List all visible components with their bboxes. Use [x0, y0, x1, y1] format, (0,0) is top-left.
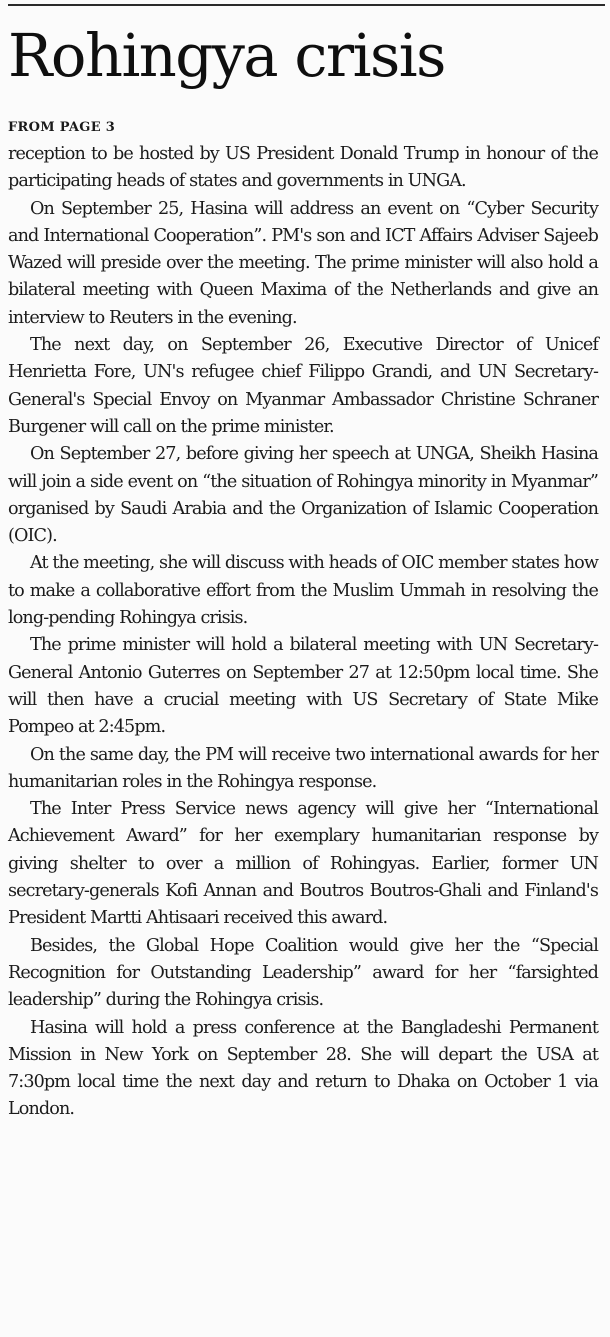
- article-body: [8, 141, 598, 1124]
- paragraph-4: On September 27, before giving her speech at UNGA, Sheikh Hasina will join a side event on “the situation of Rohingya minority in Myanmar” organised by Saudi Arabia and the Organization of Islamic Cooperation (OIC).: [8, 444, 598, 547]
- paragraph-1: reception to be hosted by US President Donald Trump in honour of the participating heads of states and governments in UNGA.: [8, 144, 598, 192]
- headline: Rohingya crisis: [8, 21, 445, 90]
- top-rule: [8, 4, 605, 6]
- paragraph-5: At the meeting, she will discuss with heads of OIC member states how to make a collaborative effort from the Muslim Ummah in resolving the long-pending Rohingya crisis.: [8, 553, 598, 629]
- paragraph-8: The Inter Press Service news agency will give her “International Achievement Award” for her exemplary humanitarian response by giving shelter to over a million of Rohingyas. Earlier, former UN secretary-generals Kofi Annan and Boutros Boutros-Ghali and Finland's President Martti Ahtisaari received this award.: [8, 799, 598, 929]
- paragraph-10: Hasina will hold a press conference at the Bangladeshi Permanent Mission in New York on September 28. She will depart the USA at 7:30pm local time the next day and return to Dhaka on October 1 via London.: [8, 1017, 598, 1120]
- paragraph-9: Besides, the Global Hope Coalition would give her the “Special Recognition for Outstanding Leadership” award for her “farsighted leadership” during the Rohingya crisis.: [8, 935, 598, 1011]
- paragraph-7: On the same day, the PM will receive two international awards for her humanitarian roles in the Rohingya response.: [8, 744, 598, 792]
- paragraph-3: The next day, on September 26, Executive Director of Unicef Henrietta Fore, UN's refugee chief Filippo Grandi, and UN Secretary-General's Special Envoy on Myanmar Ambassador Christine Schraner Burgener will call on the prime minister.: [8, 335, 598, 437]
- jump-line: FROM PAGE 3: [8, 120, 116, 135]
- paragraph-2: On September 25, Hasina will address an event on “Cyber Security and International Cooperation”. PM's son and ICT Affairs Adviser Sajeeb Wazed will preside over the meeting. The prime minister will also hold a bilateral meeting with Queen Maxima of the Netherlands and give an interview to Reuters in the evening.: [8, 198, 598, 328]
- paragraph-6: The prime minister will hold a bilateral meeting with UN Secretary-General Antonio Guterres on September 27 at 12:50pm local time. She will then have a crucial meeting with US Secretary of State Mike Pompeo at 2:45pm.: [8, 635, 598, 738]
